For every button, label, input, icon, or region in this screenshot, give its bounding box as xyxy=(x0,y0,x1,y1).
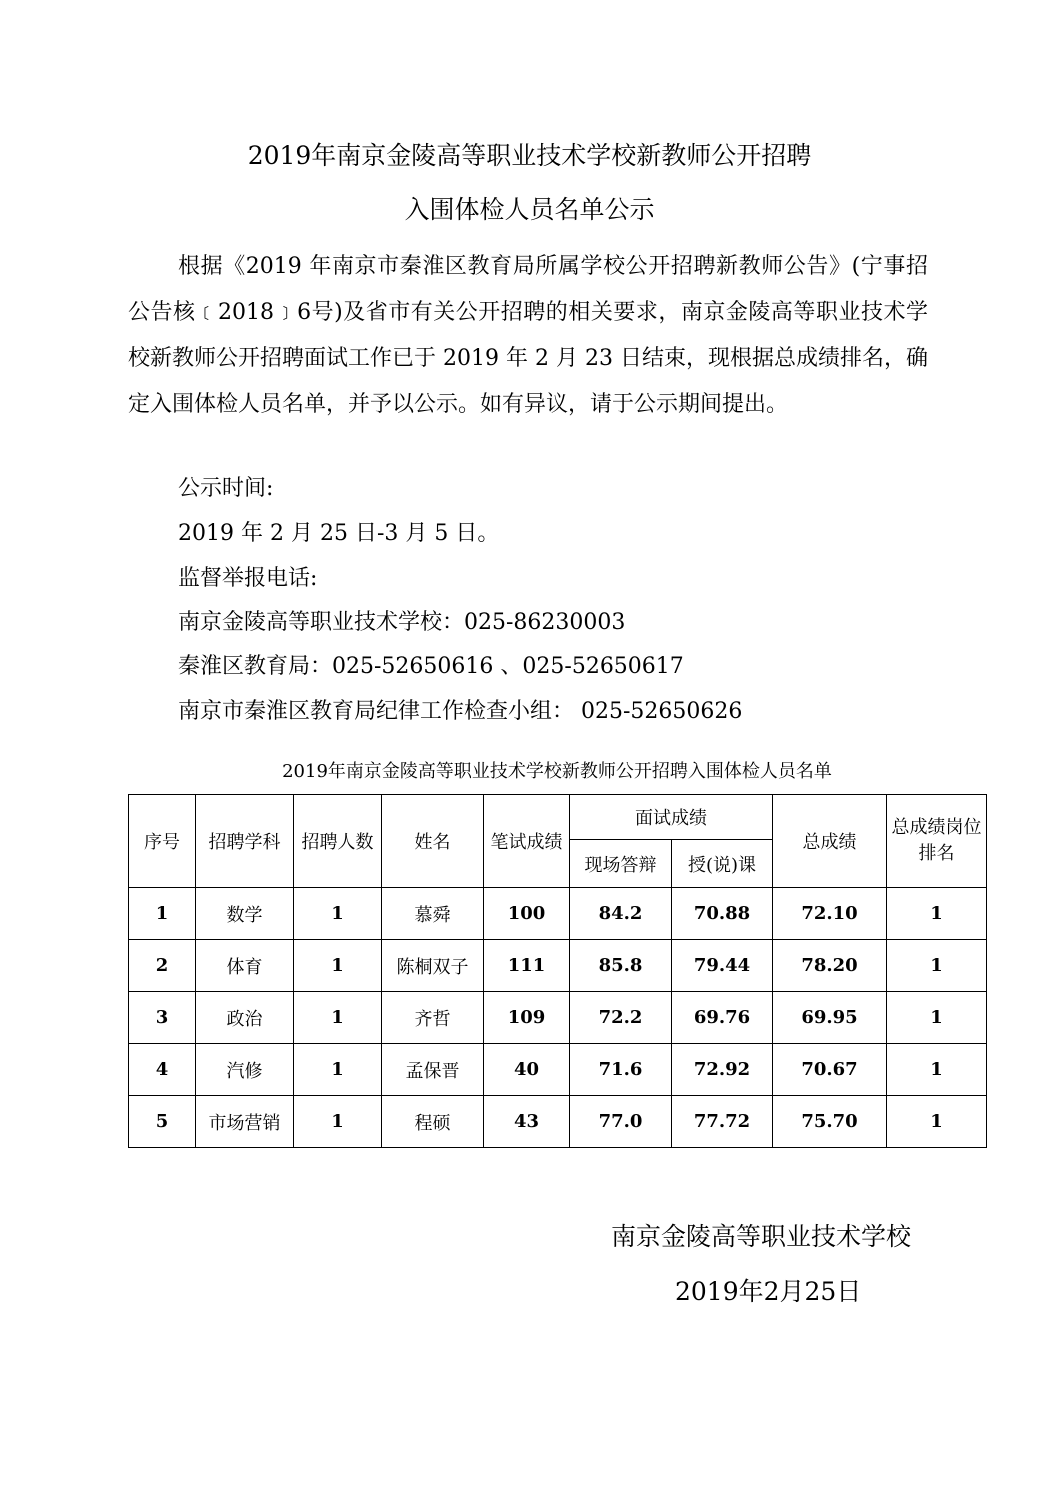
cell-lecture: 70.88 xyxy=(672,888,773,940)
cell-written: 111 xyxy=(484,940,570,992)
table-row xyxy=(129,1096,987,1148)
cell-total: 70.67 xyxy=(773,1044,887,1096)
document-title-line2: 入围体检人员名单公示 xyxy=(404,195,655,224)
table-row xyxy=(129,992,987,1044)
header-rank: 总成绩岗位排名 xyxy=(887,795,987,888)
cell-rank: 1 xyxy=(887,888,987,940)
cell-seq: 4 xyxy=(129,1044,196,1096)
hotline-label: 监督举报电话: xyxy=(178,566,318,591)
cell-lecture: 77.72 xyxy=(672,1096,773,1148)
header-debate: 现场答辩 xyxy=(570,840,672,888)
cell-quota: 1 xyxy=(294,888,382,940)
header-quota: 招聘人数 xyxy=(294,795,382,888)
footer-date: 2019年2月25日 xyxy=(675,1277,862,1306)
header-lecture: 授(说)课 xyxy=(672,840,773,888)
cell-seq: 5 xyxy=(129,1096,196,1148)
table-row xyxy=(129,1044,987,1096)
cell-written: 100 xyxy=(484,888,570,940)
cell-name: 孟保晋 xyxy=(382,1044,484,1096)
cell-subject: 政治 xyxy=(196,992,294,1044)
cell-lecture: 79.44 xyxy=(672,940,773,992)
cell-total: 69.95 xyxy=(773,992,887,1044)
cell-name: 齐哲 xyxy=(382,992,484,1044)
cell-lecture: 72.92 xyxy=(672,1044,773,1096)
cell-seq: 2 xyxy=(129,940,196,992)
cell-seq: 3 xyxy=(129,992,196,1044)
cell-subject: 体育 xyxy=(196,940,294,992)
cell-rank: 1 xyxy=(887,940,987,992)
cell-seq: 1 xyxy=(129,888,196,940)
hotline-education-bureau: 秦淮区教育局：025-52650616 、025-52650617 xyxy=(178,654,684,679)
cell-total: 72.10 xyxy=(773,888,887,940)
cell-subject: 数学 xyxy=(196,888,294,940)
cell-debate: 72.2 xyxy=(570,992,672,1044)
cell-subject: 汽修 xyxy=(196,1044,294,1096)
cell-quota: 1 xyxy=(294,940,382,992)
cell-debate: 71.6 xyxy=(570,1044,672,1096)
footer-organization: 南京金陵高等职业技术学校 xyxy=(611,1222,912,1251)
cell-written: 40 xyxy=(484,1044,570,1096)
table-caption: 2019年南京金陵高等职业技术学校新教师公开招聘入围体检人员名单 xyxy=(282,761,832,782)
table-row xyxy=(129,940,987,992)
header-seq: 序号 xyxy=(129,795,196,888)
hotline-discipline-group: 南京市秦淮区教育局纪律工作检查小组： 025-52650626 xyxy=(178,699,743,724)
header-subject: 招聘学科 xyxy=(196,795,294,888)
cell-quota: 1 xyxy=(294,1044,382,1096)
table-row xyxy=(129,888,987,940)
announcement-paragraph: 根据《2019 年南京市秦淮区教育局所属学校公开招聘新教师公告》(宁事招公告核﹝2018﹞6号)及省市有关公开招聘的相关要求，南京金陵高等职业技术学校新教师公开招聘面试工作已于 2019 年 2 月 23 日结束，现根据总成绩排名，确定入围体检人员名单，并予以公示。如有异议，请于公示期间提出。 xyxy=(128,254,928,417)
candidate-table xyxy=(128,794,987,1148)
header-interview: 面试成绩 xyxy=(570,795,773,840)
cell-name: 程硕 xyxy=(382,1096,484,1148)
cell-debate: 77.0 xyxy=(570,1096,672,1148)
announcement-time-label: 公示时间: xyxy=(178,476,274,501)
header-written: 笔试成绩 xyxy=(484,795,570,888)
header-name: 姓名 xyxy=(382,795,484,888)
cell-total: 75.70 xyxy=(773,1096,887,1148)
cell-rank: 1 xyxy=(887,1096,987,1148)
cell-quota: 1 xyxy=(294,1096,382,1148)
cell-debate: 85.8 xyxy=(570,940,672,992)
announcement-time-value: 2019 年 2 月 25 日-3 月 5 日。 xyxy=(178,521,500,546)
cell-lecture: 69.76 xyxy=(672,992,773,1044)
hotline-school: 南京金陵高等职业技术学校：025-86230003 xyxy=(178,610,626,635)
document-title-line1: 2019年南京金陵高等职业技术学校新教师公开招聘 xyxy=(247,141,812,170)
cell-subject: 市场营销 xyxy=(196,1096,294,1148)
cell-rank: 1 xyxy=(887,1044,987,1096)
cell-name: 陈桐双子 xyxy=(382,940,484,992)
header-total: 总成绩 xyxy=(773,795,887,888)
cell-written: 109 xyxy=(484,992,570,1044)
cell-total: 78.20 xyxy=(773,940,887,992)
cell-written: 43 xyxy=(484,1096,570,1148)
cell-rank: 1 xyxy=(887,992,987,1044)
cell-name: 慕舜 xyxy=(382,888,484,940)
cell-quota: 1 xyxy=(294,992,382,1044)
cell-debate: 84.2 xyxy=(570,888,672,940)
